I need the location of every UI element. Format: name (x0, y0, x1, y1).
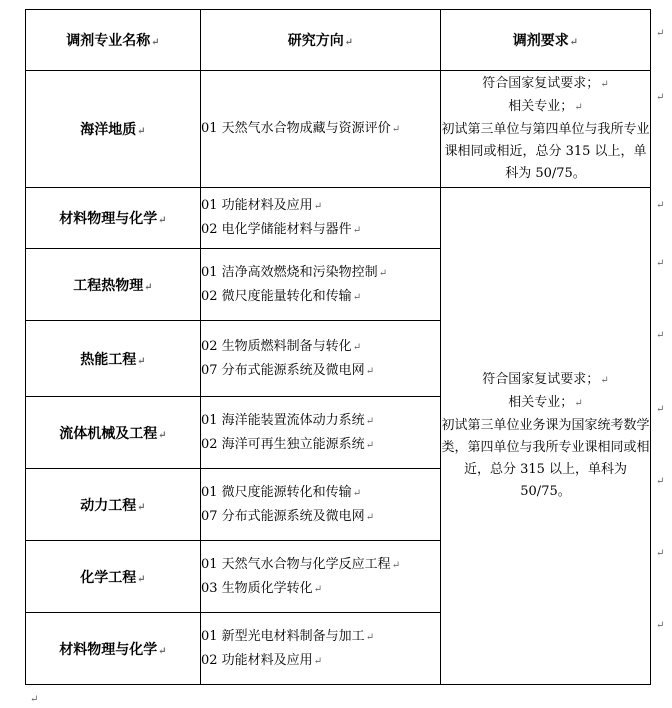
row-end-mark: ↵ (656, 404, 665, 415)
header-row (26, 10, 651, 71)
requirement-line: 符合国家复试要求；↵ (482, 76, 609, 91)
requirement-cell-1 (441, 71, 651, 188)
major-name: 材料物理与化学↵ (26, 613, 201, 685)
header-requirement: 调剂要求↵ (441, 10, 651, 71)
major-name: 工程热物理↵ (26, 249, 201, 321)
row-end-mark: ↵ (656, 258, 665, 269)
major-name: 动力工程↵ (26, 469, 201, 541)
direction-item: 01 功能材料及应用↵ (201, 198, 323, 213)
requirement-line: 初试第三单位业务课为国家统考数学类，第四单位与我所专业课相同或相近，总分 315 以上，单科为 50/75。 (441, 418, 650, 499)
direction-item: 07 分布式能源系统及微电网↵ (201, 508, 375, 524)
requirement-line: 初试第三单位与第四单位与我所专业课相同或相近，总分 315 以上，单科为 50/75。 (441, 122, 650, 181)
research-direction (201, 71, 441, 188)
direction-item: 02 功能材料及应用↵ (201, 652, 323, 668)
row-end-mark: ↵ (656, 92, 665, 103)
adjustment-table (25, 9, 651, 685)
direction-item: 02 电化学储能材料与器件↵ (201, 222, 362, 237)
requirement-line: 相关专业；↵ (508, 395, 583, 410)
row-end-mark: ↵ (656, 476, 665, 487)
requirement-line: 相关专业；↵ (508, 99, 583, 114)
research-direction (201, 321, 441, 397)
direction-item: 02 海洋可再生独立能源系统↵ (201, 436, 375, 452)
row-end-mark: ↵ (656, 548, 665, 559)
row-end-mark: ↵ (656, 620, 665, 631)
research-direction (201, 397, 441, 469)
direction-item: 07 分布式能源系统及微电网↵ (201, 362, 375, 378)
direction-item: 01 天然气水合物成藏与资源评价↵ (201, 121, 401, 136)
major-name: 海洋地质↵ (26, 71, 201, 188)
research-direction (201, 249, 441, 321)
research-direction (201, 188, 441, 249)
direction-item: 01 微尺度能源转化和传输↵ (201, 484, 362, 500)
direction-item: 01 海洋能装置流体动力系统↵ (201, 412, 375, 428)
direction-item: 02 微尺度能量转化和传输↵ (201, 288, 362, 304)
major-name: 热能工程↵ (26, 321, 201, 397)
direction-item: 01 洁净高效燃烧和污染物控制↵ (201, 264, 388, 280)
major-name: 化学工程↵ (26, 541, 201, 613)
major-name: 流体机械及工程↵ (26, 397, 201, 469)
requirement-line: 符合国家复试要求；↵ (482, 372, 609, 387)
row-end-mark: ↵ (656, 28, 665, 39)
header-direction: 研究方向↵ (201, 10, 441, 71)
research-direction (201, 469, 441, 541)
table-row (26, 71, 651, 188)
row-end-mark: ↵ (656, 330, 665, 341)
row-end-mark: ↵ (656, 200, 665, 211)
major-name: 材料物理与化学↵ (26, 188, 201, 249)
direction-item: 03 生物质化学转化↵ (201, 580, 323, 596)
table-row (26, 188, 651, 249)
direction-item: 01 天然气水合物与化学反应工程↵ (201, 556, 401, 572)
research-direction (201, 613, 441, 685)
direction-item: 02 生物质燃料制备与转化↵ (201, 338, 362, 354)
direction-item: 01 新型光电材料制备与加工↵ (201, 628, 375, 644)
research-direction (201, 541, 441, 613)
document-end-mark: ↵ (30, 694, 39, 705)
requirement-cell-2 (441, 188, 651, 685)
header-major: 调剂专业名称↵ (26, 10, 201, 71)
